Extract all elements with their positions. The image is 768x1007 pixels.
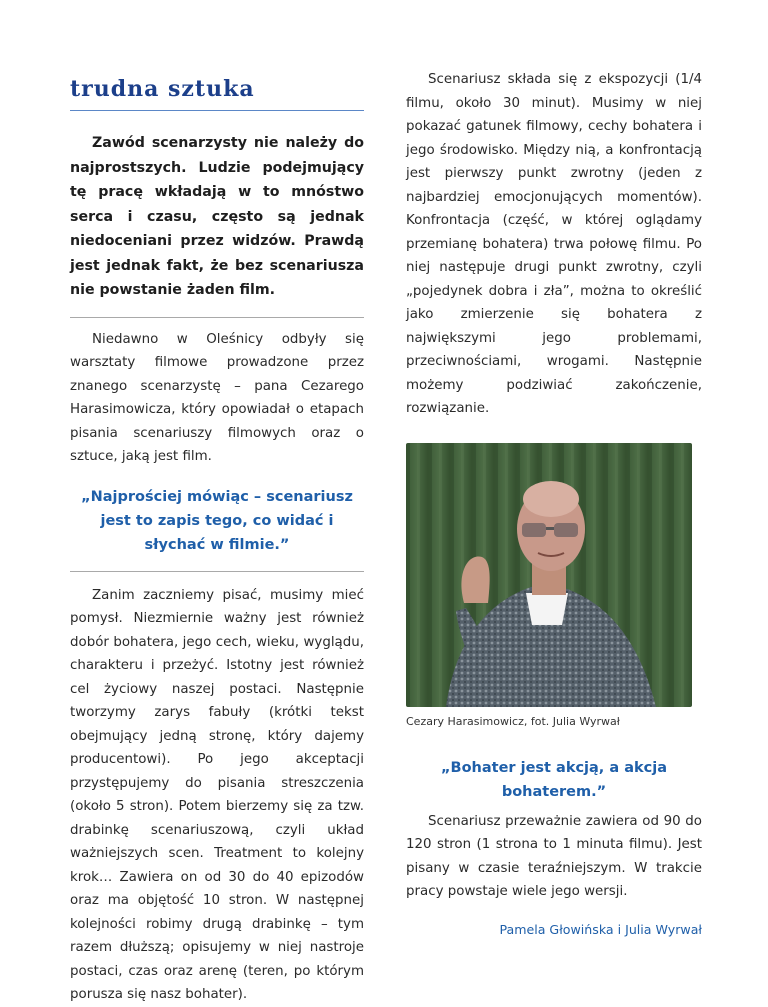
- lead-divider: [70, 317, 364, 318]
- paragraph-2: Zanim zaczniemy pisać, musimy mieć pomysł. Niezmiernie ważny jest również dobór bohatera, jego cech, wieku, wyglądu, charakteru i przeżyć. Istotny jest również cel życiowy naszej postaci. Następnie tworzymy zarys fabuły (krótki tekst obejmujący jedną stronę, który dajemy producentowi). Po jego akceptacji przystępujemy do pisania streszczenia (około 5 stron). Potem bierzemy się za tzw. drabinkę scenariuszową, czyli układ ważniejszych scen. Treatment to kolejny krok… Zawiera on od 30 do 40 epizodów oraz ma objętość 10 stron. W następnej kolejności robimy drugą drabinkę – tym razem dłuższą; opisujemy w niej nastroje postaci, czas oraz arenę (teren, po którym porusza się nasz bohater).: [70, 587, 364, 1002]
- quote-divider: [70, 571, 364, 572]
- authors-byline: Pamela Głowińska i Julia Wyrwał: [499, 921, 702, 937]
- right-column: [406, 68, 702, 937]
- pull-quote-1: „Najprościej mówiąc – scenariusz jest to zapis tego, co widać i słychać w filmie.”: [81, 488, 353, 553]
- lead-paragraph: Zawód scenarzysty nie należy do najprostszych. Ludzie podejmujący tę pracę wkładają w to mnóstwo serca i czasu, często są jednak niedoceniani przez widzów. Prawdą jest jednak fakt, że bez scenariusza nie powstanie żaden film.: [70, 135, 364, 298]
- paragraph-3: Scenariusz składa się z ekspozycji (1/4 filmu, około 30 minut). Musimy w niej pokazać gatunek filmowy, cechy bohatera i jego środowisko. Między nią, a konfrontacją jest pierwszy punkt zwrotny (jeden z najbardziej emocjonujących momentów). Konfrontacja (część, w której oglądamy przemianę bohatera) trwa połowę filmu. Po niej następuje drugi punkt zwrotny, czyli „pojedynek dobra i zła”, można to określić jako zmierzenie się bohatera z największymi jego problemami, przeciwnościami, wrogami. Następnie możemy podziwiać zakończenie, rozwiązanie.: [406, 72, 702, 416]
- photo-caption: Cezary Harasimowicz, fot. Julia Wyrwał: [406, 714, 620, 728]
- left-column: [70, 70, 364, 1007]
- article-title: trudna sztuka: [70, 76, 255, 102]
- portrait-photo: [406, 443, 692, 707]
- title-divider: [70, 110, 364, 111]
- paragraph-4: Scenariusz przeważnie zawiera od 90 do 120 stron (1 strona to 1 minuta filmu). Jest pisany w czasie teraźniejszym. W trakcie pracy powstaje wiele jego wersji.: [406, 813, 702, 899]
- pull-quote-2: „Bohater jest akcją, a akcja bohaterem.”: [441, 759, 667, 800]
- paragraph-1: Niedawno w Oleśnicy odbyły się warsztaty filmowe prowadzone przez znanego scenarzystę – pana Cezarego Harasimowicza, który opowiadał o etapach pisania scenariuszy filmowych oraz o sztuce, jaką jest film.: [70, 331, 364, 464]
